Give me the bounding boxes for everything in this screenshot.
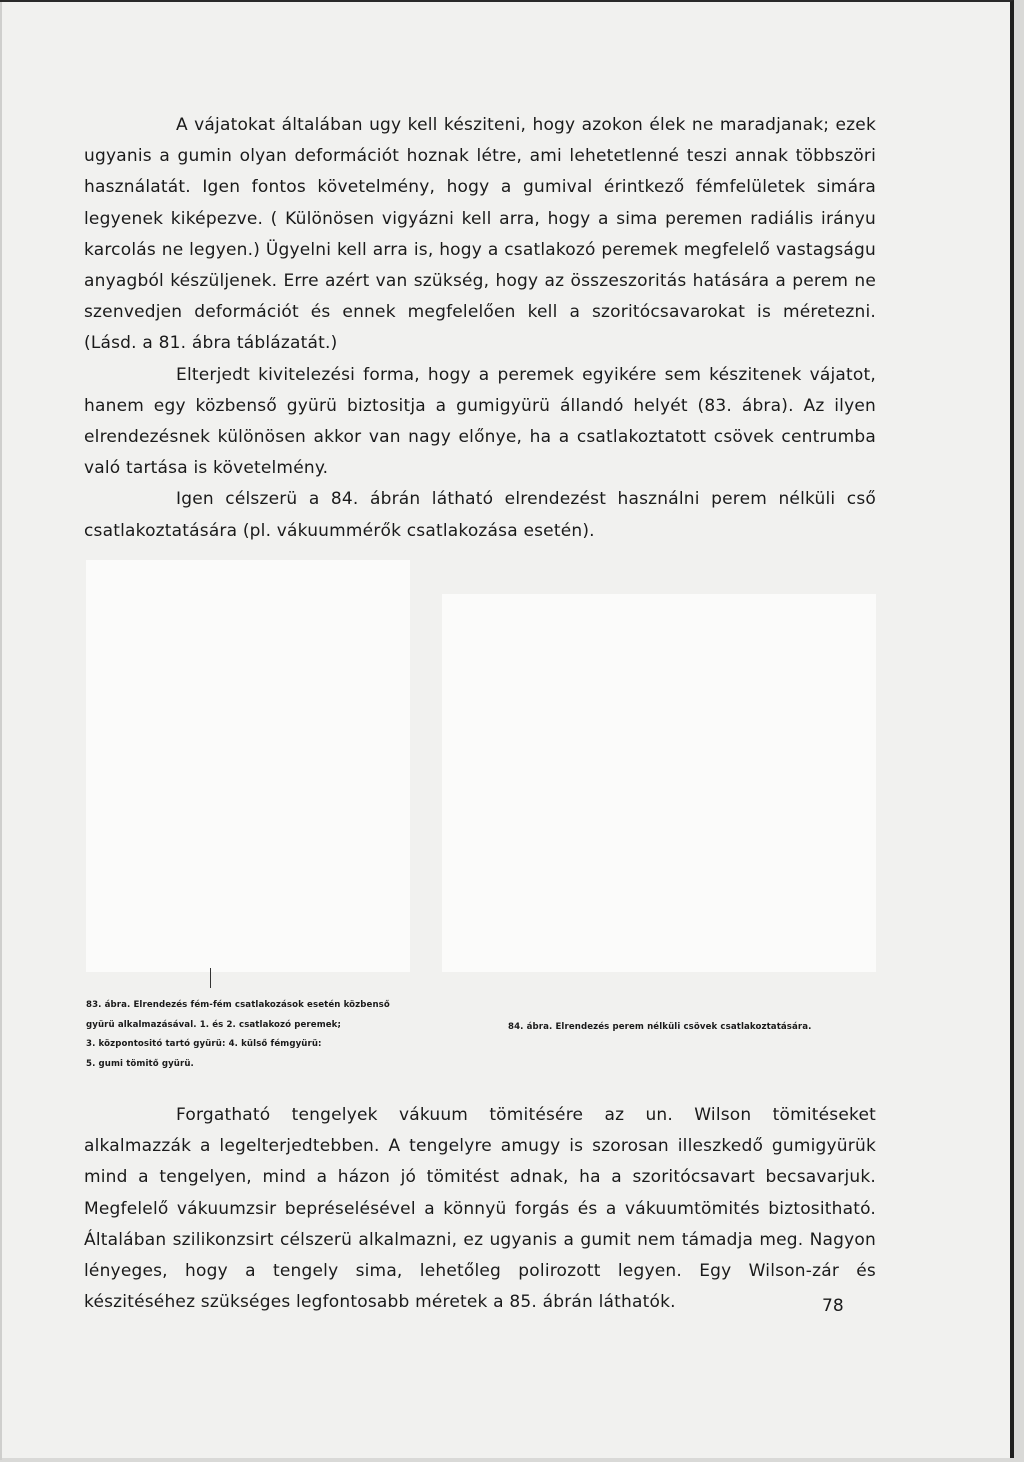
figure-84-caption <box>508 1018 812 1038</box>
body-text-bottom <box>84 1100 876 1318</box>
paragraph-3: Igen célszerü a 84. ábrán látható elrendezést használni perem nélküli cső csatlakoztatására (pl. vákuummérők csatlakozása esetén). <box>84 489 876 541</box>
page-number: 78 <box>822 1296 844 1316</box>
figure-83-caption <box>86 996 390 1074</box>
caption-line: 84. ábra. Elrendezés perem nélküli csövek csatlakoztatására. <box>508 1022 812 1032</box>
caption-line: 5. gumi tömitő gyürü. <box>86 1058 194 1069</box>
figure-83-image <box>86 560 410 972</box>
paragraph-2: Elterjedt kivitelezési forma, hogy a peremek egyikére sem készitenek vájatot, hanem egy közbenső gyürü biztositja a gumigyürü állandó helyét (83. ábra). Az ilyen elrendezésnek különösen akkor van nagy előnye, ha a csatlakoztatott csövek centrumba való tartása is követelmény. <box>84 364 876 479</box>
paragraph-4: Forgatható tengelyek vákuum tömitésére az un. Wilson tömitéseket alkalmazzák a legelterjedtebben. A tengelyre amugy is szorosan illeszkedő gumigyürük mind a tengelyen, mind a házon jó tömitést adnak, ha a szoritócsavart becsavarjuk. Megfelelő vákuumzsir bepréselésével a könnyü forgás és a vákuumtömités biztositható. Általában szilikonzsirt célszerü alkalmazni, ez ugyanis a gumit nem támadja meg. Nagyon lényeges, hogy a tengely sima, lehetőleg polirozott legyen. Egy Wilson-zár és készitéséhez szükséges legfontosabb méretek a 85. ábrán láthatók. <box>84 1105 876 1313</box>
caption-line: 83. ábra. Elrendezés fém-fém csatlakozások esetén közbenső <box>86 1000 390 1010</box>
caption-line: gyürü alkalmazásával. 1. és 2. csatlakozó peremek; <box>86 1019 342 1030</box>
paragraph-1: A vájatokat általában ugy kell késziteni, hogy azokon élek ne maradjanak; ezek ugyanis a gumin olyan deformációt hoznak létre, ami lehetetlenné teszi annak többszöri használatát. Igen fontos követelmény, hogy a gumival érintkező fémfelületek simára legyenek kiképezve. ( Különösen vigyázni kell arra, hogy a sima peremen radiális irányu karcolás ne legyen.) Ügyelni kell arra is, hogy a csatlakozó peremek megfelelő vastagságu anyagból készüljenek. Erre azért van szükség, hogy az összeszoritás hatására a perem ne szenvedjen deformációt és ennek megfelelően kell a szoritócsavarokat is méretezni. (Lásd. a 81. ábra táblázatát.) <box>84 115 876 354</box>
figure-83-marker <box>210 968 211 988</box>
page-edge <box>0 2 2 1460</box>
body-text-top <box>84 110 876 547</box>
caption-line: 3. központositó tartó gyürü: 4. külső fémgyürü: <box>86 1039 322 1050</box>
figure-84-image <box>442 594 876 972</box>
